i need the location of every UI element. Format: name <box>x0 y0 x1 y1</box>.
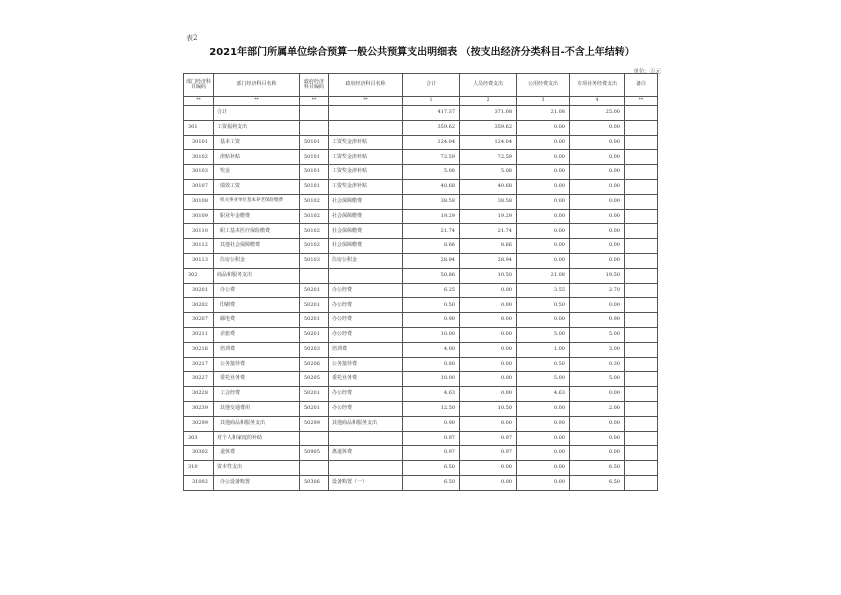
table-row <box>184 446 658 461</box>
cell-gov-name: 办公经费 <box>329 401 403 416</box>
cell-personnel: 0.00 <box>460 283 517 298</box>
header-gov-code: 政府经济科目编码 <box>300 74 329 97</box>
cell-personnel: 371.08 <box>460 106 517 121</box>
cell-public: 0.90 <box>517 416 570 431</box>
cell-personnel: 72.59 <box>460 150 517 165</box>
cell-gov-code: 50101 <box>300 150 329 165</box>
cell-personnel: 38.58 <box>460 194 517 209</box>
cell-gov-name: 工资奖金津补贴 <box>329 165 403 180</box>
cell-dept-code: 302 <box>184 268 214 283</box>
table-row <box>184 357 658 372</box>
table-row <box>184 313 658 328</box>
cell-dept-code: 303 <box>184 431 214 446</box>
cell-personnel: 0.00 <box>460 313 517 328</box>
table-row <box>184 298 658 313</box>
cell-public: 21.08 <box>517 106 570 121</box>
cell-dept-code: 30101 <box>184 135 214 150</box>
cell-total: 72.59 <box>403 150 460 165</box>
table-row <box>184 342 658 357</box>
cell-note <box>625 401 658 416</box>
cell-personnel: 0.00 <box>460 342 517 357</box>
cell-public: 0.00 <box>517 239 570 254</box>
cell-gov-name: 办公经费 <box>329 283 403 298</box>
cell-personnel: 0.00 <box>460 327 517 342</box>
cell-dept-name: 工会经费 <box>214 387 300 402</box>
table-row <box>184 253 658 268</box>
cell-total: 10.00 <box>403 327 460 342</box>
cell-total: 0.97 <box>403 446 460 461</box>
cell-gov-name: 工资奖金津补贴 <box>329 179 403 194</box>
cell-total: 5.08 <box>403 165 460 180</box>
cell-note <box>625 106 658 121</box>
cell-dept-code: 30217 <box>184 357 214 372</box>
cell-total: 6.50 <box>403 475 460 490</box>
cell-gov-code: 50101 <box>300 165 329 180</box>
cell-gov-code: 50201 <box>300 283 329 298</box>
cell-total: 50.86 <box>403 268 460 283</box>
cell-public: 3.55 <box>517 283 570 298</box>
cell-total: 4.00 <box>403 342 460 357</box>
cell-total: 21.74 <box>403 224 460 239</box>
cell-public: 0.00 <box>517 401 570 416</box>
table-row <box>184 387 658 402</box>
cell-gov-name: 委托业务费 <box>329 372 403 387</box>
cell-gov-name: 培训费 <box>329 342 403 357</box>
table-row <box>184 194 658 209</box>
cell-gov-code: 50102 <box>300 209 329 224</box>
cell-gov-name <box>329 268 403 283</box>
cell-special: 0.00 <box>570 253 625 268</box>
cell-note <box>625 239 658 254</box>
cell-note <box>625 475 658 490</box>
cell-dept-code: 30202 <box>184 298 214 313</box>
cell-gov-code <box>300 268 329 283</box>
cell-dept-name: 其他交通费用 <box>214 401 300 416</box>
cell-gov-name: 办公经费 <box>329 327 403 342</box>
header-dept-name: 部门经济科目名称 <box>214 74 300 97</box>
cell-total: 4.63 <box>403 387 460 402</box>
cell-dept-name: 退休费 <box>214 446 300 461</box>
header-public: 公用经费支出 <box>517 74 570 97</box>
cell-personnel: 10.50 <box>460 268 517 283</box>
cell-personnel: 0.97 <box>460 446 517 461</box>
cell-gov-name <box>329 461 403 476</box>
page-title: 2021年部门所属单位综合预算一般公共预算支出明细表 （按支出经济分类科目-不含上年结转） <box>209 47 635 58</box>
cell-special: 0.00 <box>570 150 625 165</box>
budget-table <box>183 73 658 491</box>
cell-dept-code: 30228 <box>184 387 214 402</box>
table-row <box>184 416 658 431</box>
table-row <box>184 268 658 283</box>
header-gov-name: 政府经济科目名称 <box>329 74 403 97</box>
cell-dept-name: 培训费 <box>214 342 300 357</box>
cell-note <box>625 372 658 387</box>
cell-public: 0.00 <box>517 446 570 461</box>
cell-public: 5.00 <box>517 372 570 387</box>
cell-public: 0.00 <box>517 253 570 268</box>
cell-dept-name: 邮电费 <box>214 313 300 328</box>
cell-personnel: 21.74 <box>460 224 517 239</box>
table-row <box>184 327 658 342</box>
cell-gov-code <box>300 461 329 476</box>
cell-dept-name: 奖金 <box>214 165 300 180</box>
cell-personnel: 124.04 <box>460 135 517 150</box>
cell-gov-code: 50102 <box>300 194 329 209</box>
cell-public: 0.00 <box>517 313 570 328</box>
cell-note <box>625 253 658 268</box>
cell-dept-name: 职工基本医疗保险缴费 <box>214 224 300 239</box>
cell-personnel: 0.00 <box>460 475 517 490</box>
cell-dept-code: 30227 <box>184 372 214 387</box>
cell-gov-code: 50103 <box>300 253 329 268</box>
cell-note <box>625 416 658 431</box>
cell-gov-name: 办公经费 <box>329 387 403 402</box>
cell-gov-code: 50201 <box>300 401 329 416</box>
cell-gov-code: 50101 <box>300 135 329 150</box>
cell-public: 21.08 <box>517 268 570 283</box>
cell-dept-name: 委托业务费 <box>214 372 300 387</box>
cell-total: 6.25 <box>403 283 460 298</box>
cell-note <box>625 165 658 180</box>
cell-note <box>625 342 658 357</box>
cell-total: 28.94 <box>403 253 460 268</box>
header-special: 专项业务经费支出 <box>570 74 625 97</box>
cell-special: 2.00 <box>570 401 625 416</box>
cell-total: 124.04 <box>403 135 460 150</box>
cell-dept-name: 其他商品和服务支出 <box>214 416 300 431</box>
cell-total: 0.80 <box>403 357 460 372</box>
unit-label: 单位：万元 <box>633 69 661 75</box>
header-dept-code: 部门经济科目编码 <box>184 74 214 97</box>
cell-special: 19.50 <box>570 268 625 283</box>
cell-gov-code: 50201 <box>300 313 329 328</box>
cell-public: 4.63 <box>517 387 570 402</box>
cell-public: 0.00 <box>517 165 570 180</box>
cell-dept-code: 30108 <box>184 194 214 209</box>
cell-special: 0.90 <box>570 313 625 328</box>
cell-dept-code: 30302 <box>184 446 214 461</box>
cell-note <box>625 387 658 402</box>
cell-dept-code: 30207 <box>184 313 214 328</box>
cell-gov-name: 办公经费 <box>329 313 403 328</box>
cell-special: 0.00 <box>570 179 625 194</box>
cell-gov-code: 50206 <box>300 357 329 372</box>
cell-gov-code: 50905 <box>300 446 329 461</box>
cell-dept-name: 基本工资 <box>214 135 300 150</box>
cell-gov-name: 设备购置（一） <box>329 475 403 490</box>
table-row <box>184 239 658 254</box>
cell-total: 0.90 <box>403 313 460 328</box>
cell-public: 0.00 <box>517 150 570 165</box>
cell-public: 5.00 <box>517 327 570 342</box>
cell-dept-name: 工资福利支出 <box>214 120 300 135</box>
cell-special: 0.00 <box>570 446 625 461</box>
cell-personnel: 0.00 <box>460 298 517 313</box>
cell-special: 6.50 <box>570 475 625 490</box>
cell-special: 0.00 <box>570 387 625 402</box>
table-row <box>184 179 658 194</box>
table-row <box>184 224 658 239</box>
cell-dept-name: 机关事业单位基本养老保险缴费 <box>214 194 300 209</box>
cell-total: 40.68 <box>403 179 460 194</box>
cell-personnel: 40.68 <box>460 179 517 194</box>
cell-public: 0.50 <box>517 298 570 313</box>
header-total: 合计 <box>403 74 460 97</box>
cell-total: 19.29 <box>403 209 460 224</box>
cell-dept-code: 30110 <box>184 224 214 239</box>
cell-gov-name: 社会保障缴费 <box>329 224 403 239</box>
cell-public: 0.50 <box>517 357 570 372</box>
cell-personnel: 0.97 <box>460 431 517 446</box>
cell-special: 25.00 <box>570 106 625 121</box>
cell-personnel: 19.29 <box>460 209 517 224</box>
cell-special: 0.00 <box>570 120 625 135</box>
cell-note <box>625 313 658 328</box>
index-cell: ** <box>184 97 214 106</box>
cell-personnel: 0.00 <box>460 416 517 431</box>
table-row <box>184 431 658 446</box>
cell-special: 0.00 <box>570 298 625 313</box>
cell-gov-code: 50203 <box>300 342 329 357</box>
cell-public: 0.00 <box>517 461 570 476</box>
cell-gov-name: 社会保障缴费 <box>329 239 403 254</box>
cell-personnel: 5.08 <box>460 165 517 180</box>
cell-total: 6.50 <box>403 461 460 476</box>
cell-gov-code: 50299 <box>300 416 329 431</box>
cell-gov-name: 工资奖金津补贴 <box>329 150 403 165</box>
table-row <box>184 209 658 224</box>
cell-total: 12.50 <box>403 401 460 416</box>
table-row <box>184 401 658 416</box>
table-row <box>184 165 658 180</box>
cell-gov-code: 50102 <box>300 224 329 239</box>
table-row <box>184 120 658 135</box>
cell-note <box>625 224 658 239</box>
cell-total: 38.58 <box>403 194 460 209</box>
cell-personnel: 0.00 <box>460 461 517 476</box>
cell-gov-code <box>300 106 329 121</box>
cell-note <box>625 268 658 283</box>
index-cell: ** <box>329 97 403 106</box>
cell-dept-name: 办公设备购置 <box>214 475 300 490</box>
table-header-row <box>184 74 658 97</box>
cell-personnel: 359.62 <box>460 120 517 135</box>
cell-gov-name <box>329 431 403 446</box>
cell-dept-code: 30239 <box>184 401 214 416</box>
cell-gov-code: 50205 <box>300 372 329 387</box>
table-row <box>184 106 658 121</box>
cell-dept-code: 30216 <box>184 342 214 357</box>
cell-note <box>625 194 658 209</box>
cell-note <box>625 150 658 165</box>
cell-dept-name: 职业年金缴费 <box>214 209 300 224</box>
cell-total: 10.00 <box>403 372 460 387</box>
cell-gov-code: 50201 <box>300 327 329 342</box>
cell-special: 0.00 <box>570 431 625 446</box>
cell-dept-name: 公务接待费 <box>214 357 300 372</box>
cell-personnel: 8.66 <box>460 239 517 254</box>
cell-dept-name: 对个人和家庭的补助 <box>214 431 300 446</box>
cell-total: 359.62 <box>403 120 460 135</box>
cell-dept-code <box>184 106 214 121</box>
cell-special: 5.00 <box>570 327 625 342</box>
cell-gov-name: 社会保障缴费 <box>329 209 403 224</box>
table-row <box>184 461 658 476</box>
cell-gov-code <box>300 431 329 446</box>
cell-note <box>625 431 658 446</box>
cell-special: 0.00 <box>570 239 625 254</box>
cell-special: 0.00 <box>570 416 625 431</box>
cell-dept-code: 301 <box>184 120 214 135</box>
cell-note <box>625 357 658 372</box>
cell-note <box>625 209 658 224</box>
cell-public: 0.00 <box>517 431 570 446</box>
cell-dept-code: 30211 <box>184 327 214 342</box>
cell-dept-name: 其他社会保障缴费 <box>214 239 300 254</box>
cell-dept-code: 30299 <box>184 416 214 431</box>
cell-special: 6.50 <box>570 461 625 476</box>
table-row <box>184 475 658 490</box>
cell-note <box>625 135 658 150</box>
cell-note <box>625 446 658 461</box>
cell-dept-code: 30201 <box>184 283 214 298</box>
cell-public: 0.00 <box>517 194 570 209</box>
cell-note <box>625 298 658 313</box>
cell-public: 0.00 <box>517 179 570 194</box>
header-note: 备注 <box>625 74 658 97</box>
cell-dept-code: 30113 <box>184 253 214 268</box>
cell-total: 0.97 <box>403 431 460 446</box>
cell-gov-name <box>329 120 403 135</box>
cell-total: 417.37 <box>403 106 460 121</box>
index-cell: 2 <box>460 97 517 106</box>
table-row <box>184 283 658 298</box>
cell-gov-code <box>300 120 329 135</box>
cell-dept-name: 印刷费 <box>214 298 300 313</box>
cell-dept-code: 310 <box>184 461 214 476</box>
cell-dept-code: 31002 <box>184 475 214 490</box>
cell-dept-code: 30103 <box>184 165 214 180</box>
cell-public: 0.00 <box>517 120 570 135</box>
cell-gov-name: 离退休费 <box>329 446 403 461</box>
cell-personnel: 0.00 <box>460 372 517 387</box>
cell-gov-name <box>329 106 403 121</box>
cell-gov-code: 50102 <box>300 239 329 254</box>
cell-note <box>625 120 658 135</box>
cell-dept-code: 30109 <box>184 209 214 224</box>
cell-gov-name: 办公经费 <box>329 298 403 313</box>
cell-gov-code: 50306 <box>300 475 329 490</box>
cell-public: 0.00 <box>517 135 570 150</box>
cell-gov-code: 50101 <box>300 179 329 194</box>
header-personnel: 人员经费支出 <box>460 74 517 97</box>
cell-note <box>625 461 658 476</box>
cell-total: 8.66 <box>403 239 460 254</box>
table-index-row <box>184 97 658 106</box>
cell-dept-code: 30102 <box>184 150 214 165</box>
cell-special: 5.00 <box>570 372 625 387</box>
cell-dept-name: 资本性支出 <box>214 461 300 476</box>
cell-gov-name: 其他商品和服务支出 <box>329 416 403 431</box>
cell-note <box>625 179 658 194</box>
cell-gov-code: 50201 <box>300 298 329 313</box>
cell-gov-name: 公务接待费 <box>329 357 403 372</box>
cell-personnel: 28.94 <box>460 253 517 268</box>
cell-special: 0.00 <box>570 135 625 150</box>
cell-dept-code: 30107 <box>184 179 214 194</box>
cell-dept-code: 30112 <box>184 239 214 254</box>
index-cell: 4 <box>570 97 625 106</box>
index-cell: ** <box>625 97 658 106</box>
table-row <box>184 372 658 387</box>
cell-dept-name: 商品和服务支出 <box>214 268 300 283</box>
cell-dept-name: 住房公积金 <box>214 253 300 268</box>
cell-dept-name: 办公费 <box>214 283 300 298</box>
cell-gov-code: 50201 <box>300 387 329 402</box>
table-number-label: 表2 <box>186 34 198 42</box>
cell-personnel: 10.50 <box>460 401 517 416</box>
table-row <box>184 135 658 150</box>
index-cell: ** <box>300 97 329 106</box>
cell-special: 0.00 <box>570 224 625 239</box>
cell-dept-name: 津贴补贴 <box>214 150 300 165</box>
cell-note <box>625 327 658 342</box>
cell-special: 0.00 <box>570 194 625 209</box>
cell-dept-name: 合计 <box>214 106 300 121</box>
cell-public: 0.00 <box>517 224 570 239</box>
cell-dept-name: 绩效工资 <box>214 179 300 194</box>
cell-note <box>625 283 658 298</box>
cell-special: 0.00 <box>570 165 625 180</box>
cell-special: 0.30 <box>570 357 625 372</box>
cell-total: 0.90 <box>403 416 460 431</box>
index-cell: 3 <box>517 97 570 106</box>
cell-special: 2.70 <box>570 283 625 298</box>
cell-personnel: 0.00 <box>460 387 517 402</box>
cell-special: 3.00 <box>570 342 625 357</box>
cell-gov-name: 社会保障缴费 <box>329 194 403 209</box>
table-row <box>184 150 658 165</box>
cell-gov-name: 住房公积金 <box>329 253 403 268</box>
cell-public: 0.00 <box>517 209 570 224</box>
cell-special: 0.00 <box>570 209 625 224</box>
cell-total: 0.50 <box>403 298 460 313</box>
cell-public: 0.00 <box>517 475 570 490</box>
index-cell: 1 <box>403 97 460 106</box>
index-cell: ** <box>214 97 300 106</box>
cell-public: 1.00 <box>517 342 570 357</box>
cell-dept-name: 差旅费 <box>214 327 300 342</box>
cell-personnel: 0.00 <box>460 357 517 372</box>
cell-gov-name: 工资奖金津补贴 <box>329 135 403 150</box>
